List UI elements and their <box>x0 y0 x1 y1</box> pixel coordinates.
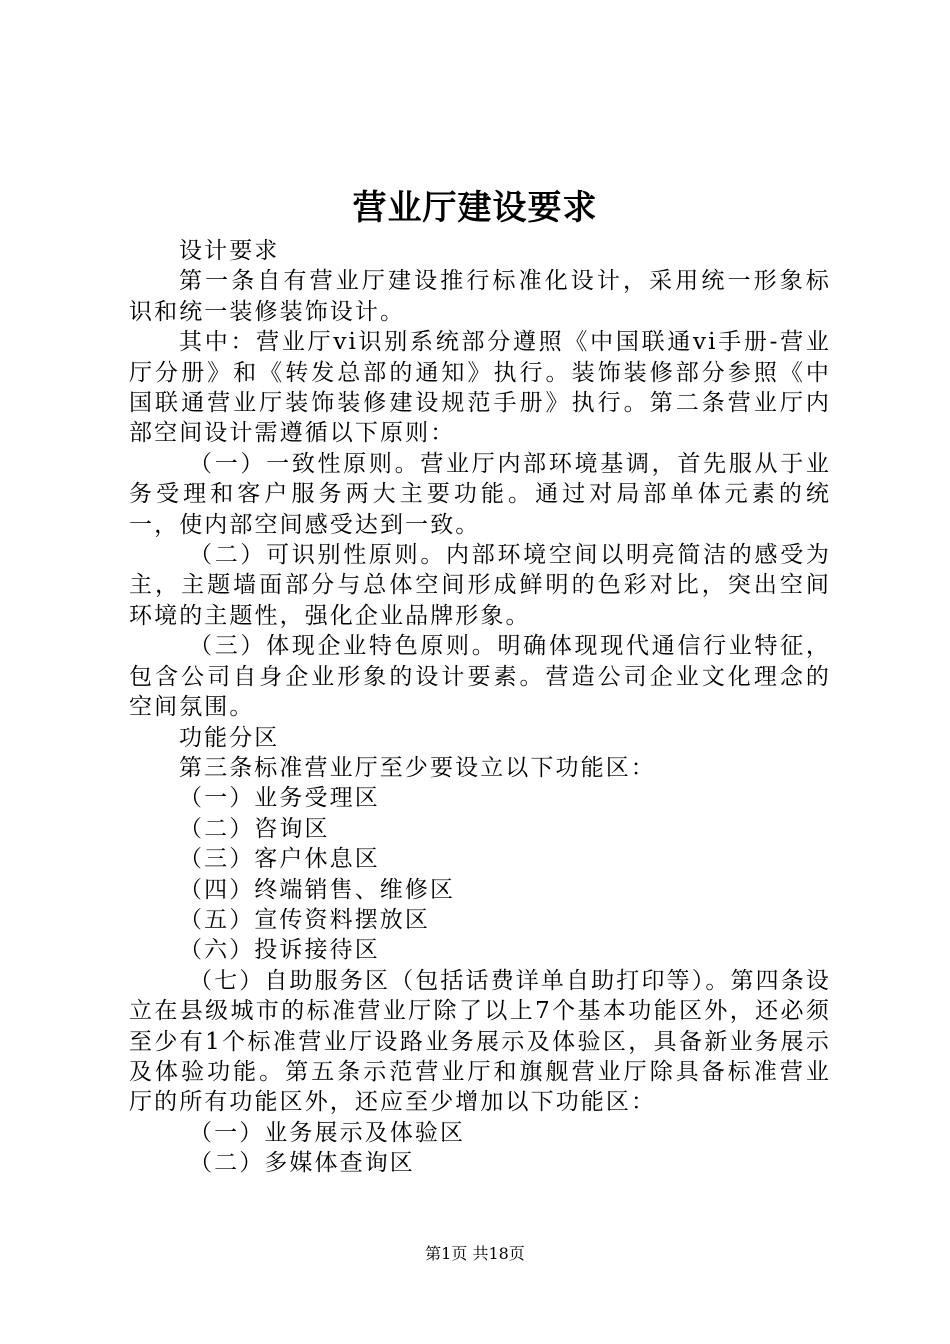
list-item-extra-zone-1: （一）业务展示及体验区 <box>189 1119 466 1146</box>
page-footer: 第1页 共18页 <box>425 1244 525 1263</box>
paragraph-principle-2: （二）可识别性原则。内部环境空间以明亮简洁的感受为主，主题墙面部分与总体空间形成鲜明的色彩对比，突出空间环境的主题性，强化企业品牌形象。 <box>129 542 831 629</box>
list-item-zone-3: （三）客户休息区 <box>179 846 380 873</box>
document-body <box>129 236 831 1179</box>
paragraph-article-1-detail: 其中：营业厅vi识别系统部分遵照《中国联通vi手册-营业厅分册》和《转发总部的通知》执行。装饰装修部分参照《中国联通营业厅装饰装修建设规范手册》执行。第二条营业厅内部空间设计需遵循以下原则： <box>129 329 831 447</box>
list-item-zone-7: （七）自助服务区（包括话费详单自助打印等）。第四条设立在县级城市的标准营业厅除了以上7个基本功能区外，还必须至少有1个标准营业厅设路业务展示及体验区，具备新业务展示及体验功能。第五条示范营业厅和旗舰营业厅除具备标准营业厅的所有功能区外，还应至少增加以下功能区： <box>129 967 831 1116</box>
section-heading-zones: 功能分区 <box>179 724 280 751</box>
paragraph-article-1: 第一条自有营业厅建设推行标准化设计，采用统一形象标识和统一装修装饰设计。 <box>129 268 831 325</box>
list-item-zone-2: （二）咨询区 <box>179 815 330 842</box>
list-item-zone-1: （一）业务受理区 <box>179 785 380 812</box>
list-item-extra-zone-2: （二）多媒体查询区 <box>189 1150 415 1177</box>
list-item-zone-4: （四）终端销售、维修区 <box>179 876 456 903</box>
document-title: 营业厅建设要求 <box>352 188 598 228</box>
paragraph-article-3: 第三条标准营业厅至少要设立以下功能区： <box>179 754 656 781</box>
paragraph-principle-1: （一）一致性原则。营业厅内部环境基调，首先服从于业务受理和客户服务两大主要功能。通过对局部单体元素的统一，使内部空间感受达到一致。 <box>129 450 831 538</box>
list-item-zone-5: （五）宣传资料摆放区 <box>179 906 430 933</box>
paragraph-principle-3: （三）体现企业特色原则。明确体现现代通信行业特征，包含公司自身企业形象的设计要素。营造公司企业文化理念的空间氛围。 <box>129 633 831 721</box>
list-item-zone-6: （六）投诉接待区 <box>179 937 380 964</box>
section-heading-design: 设计要求 <box>179 238 280 264</box>
